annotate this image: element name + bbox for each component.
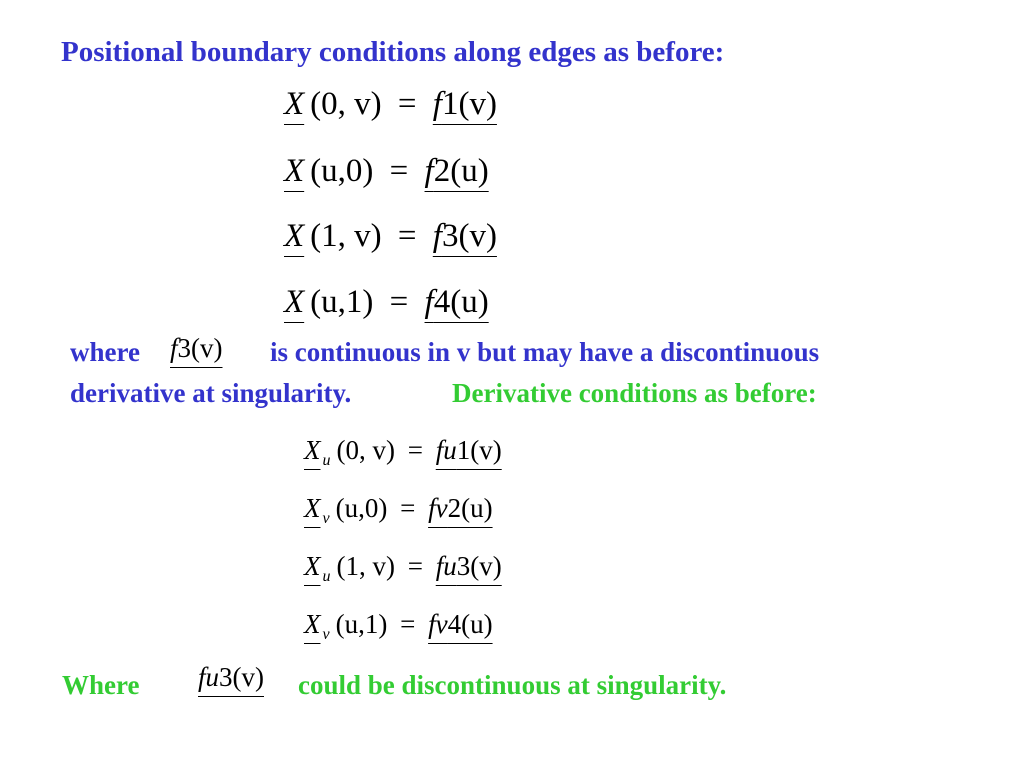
- equation-rhs: fv2(u): [428, 493, 493, 523]
- equation-rhs: f4(u): [424, 284, 489, 320]
- equation-args: (u,0): [310, 153, 374, 189]
- equation-rhs: f3(v): [432, 218, 497, 254]
- derivative-text: derivative at singularity.: [70, 378, 352, 408]
- derivative-equation: [304, 493, 493, 527]
- equation-rhs: fu3(v): [435, 551, 502, 581]
- equation-args: (0, v): [336, 435, 395, 465]
- equation-args: (u,1): [310, 284, 374, 320]
- vector-x: X: [304, 609, 321, 639]
- equation-args: (u,1): [335, 609, 388, 639]
- equation-rhs: fu1(v): [435, 435, 502, 465]
- vector-x: X: [304, 435, 321, 465]
- equation-rhs: f1(v): [432, 86, 497, 122]
- equals-sign: =: [400, 609, 416, 639]
- equation-rhs: f2(u): [424, 153, 489, 189]
- equation-args: (u,0): [335, 493, 388, 523]
- equals-sign: =: [397, 86, 417, 122]
- vector-x: X: [304, 493, 321, 523]
- continuity-text: is continuous in v but may have a discontinuous: [270, 337, 820, 367]
- derivative-conditions-heading: Derivative conditions as before:: [452, 378, 817, 408]
- vector-x: X: [284, 284, 305, 320]
- position-equation: [284, 218, 497, 255]
- slide-heading: Positional boundary conditions along edges as before:: [61, 36, 725, 68]
- equation-args: (1, v): [310, 218, 382, 254]
- equals-sign: =: [400, 493, 416, 523]
- inline-fu3v: fu3(v): [198, 662, 264, 692]
- equals-sign: =: [397, 218, 417, 254]
- derivative-equation: [304, 609, 493, 643]
- where-label: where: [70, 337, 140, 367]
- vector-x: X: [284, 86, 305, 122]
- subscript: v: [322, 626, 330, 643]
- position-equation: [284, 284, 489, 321]
- equals-sign: =: [389, 284, 409, 320]
- vector-x: X: [284, 218, 305, 254]
- equation-args: (0, v): [310, 86, 382, 122]
- subscript: u: [322, 452, 331, 469]
- inline-f3v: f3(v): [170, 333, 223, 363]
- subscript: u: [322, 568, 331, 585]
- vector-x: X: [304, 551, 321, 581]
- position-equation: [284, 153, 489, 190]
- equals-sign: =: [407, 551, 423, 581]
- subscript: v: [322, 510, 330, 527]
- equation-args: (1, v): [336, 551, 395, 581]
- derivative-equation: [304, 435, 502, 469]
- equals-sign: =: [389, 153, 409, 189]
- equation-rhs: fv4(u): [428, 609, 493, 639]
- equals-sign: =: [407, 435, 423, 465]
- position-equation: [284, 86, 497, 123]
- final-where-label: Where: [62, 670, 140, 700]
- derivative-equation: [304, 551, 502, 585]
- vector-x: X: [284, 153, 305, 189]
- final-text: could be discontinuous at singularity.: [298, 670, 727, 700]
